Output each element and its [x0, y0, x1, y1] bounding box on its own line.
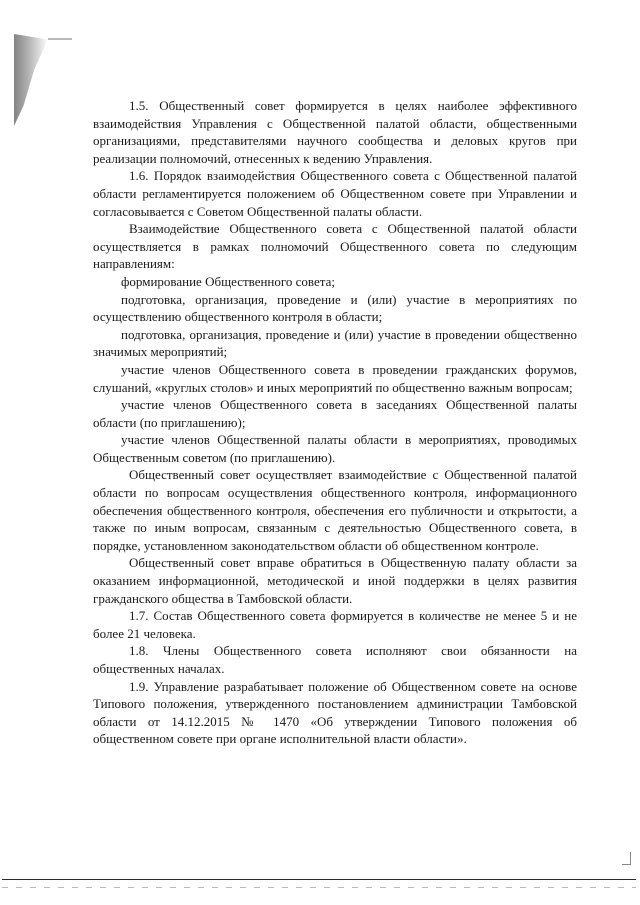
paragraph-1-7: 1.7. Состав Общественного совета формируется в количестве не менее 5 и не более 21 человека. — [93, 608, 577, 641]
list-item: подготовка, организация, проведение и (или) участие в мероприятиях по осуществлению общественного контроля в области; — [93, 291, 577, 325]
paragraph-1-6: 1.6. Порядок взаимодействия Общественного совета с Общественной палатой области регламентируется положением об Общественном совете при Управлении и согласовывается с Советом Общественной палаты области. — [93, 168, 577, 219]
paragraph-1-8: 1.8. Члены Общественного совета исполняют свои обязанности на общественных началах. — [93, 643, 577, 676]
scan-bottom-noise — [2, 887, 636, 888]
paragraph-support-request: Общественный совет вправе обратиться в Общественную палату области за оказанием информационной, методической и иной поддержки в целях развития гражданского общества в Тамбовской области. — [93, 555, 577, 606]
scan-corner-mark — [622, 852, 631, 865]
scan-edge-mark — [48, 38, 72, 40]
list-item: формирование Общественного совета; — [121, 273, 335, 289]
paragraph-1-5: 1.5. Общественный совет формируется в целях наиболее эффективного взаимодействия Управления с Общественной палатой области, общественными организациями, представителями научного сообщества и деловых кругов при реализации полномочий, отнесенных к ведению Управления. — [93, 98, 577, 166]
list-item: участие членов Общественной палаты области в мероприятиях, проводимых Общественным советом (по приглашению). — [93, 432, 577, 465]
list-item: участие членов Общественного совета в проведении гражданских форумов, слушаний, «круглых столов» и иных мероприятий по общественно важным вопросам; — [93, 361, 577, 395]
paragraph-interaction-intro: Взаимодействие Общественного совета с Общественной палатой области осуществляется в рамках полномочий Общественного совета по следующим направлениям: — [93, 221, 577, 272]
page-bottom-rule — [2, 879, 636, 880]
document-body — [93, 97, 577, 748]
paragraph-interaction-topics: Общественный совет осуществляет взаимодействие с Общественной палатой области по вопросам осуществления общественного контроля, информационного обеспечения общественного контроля, обеспечения его публичности и открытости, а также по иным вопросам, связанным с деятельностью Общественного совета, в порядке, установленном законодательством области об общественном контроле. — [93, 467, 577, 553]
paragraph-1-9: 1.9. Управление разрабатывает положение об Общественном совете на основе Типового положения, утвержденного постановлением администрации Тамбовской области от 14.12.2015 № 1470 «Об утверждении Типового положения об общественном совете при органе исполнительной власти области». — [93, 678, 577, 747]
scan-shadow-mark — [14, 34, 48, 126]
list-item: подготовка, организация, проведение и (или) участие в проведении общественно значимых мероприятий; — [93, 326, 577, 360]
list-item: участие членов Общественного совета в заседаниях Общественной палаты области (по приглашению); — [93, 397, 577, 430]
